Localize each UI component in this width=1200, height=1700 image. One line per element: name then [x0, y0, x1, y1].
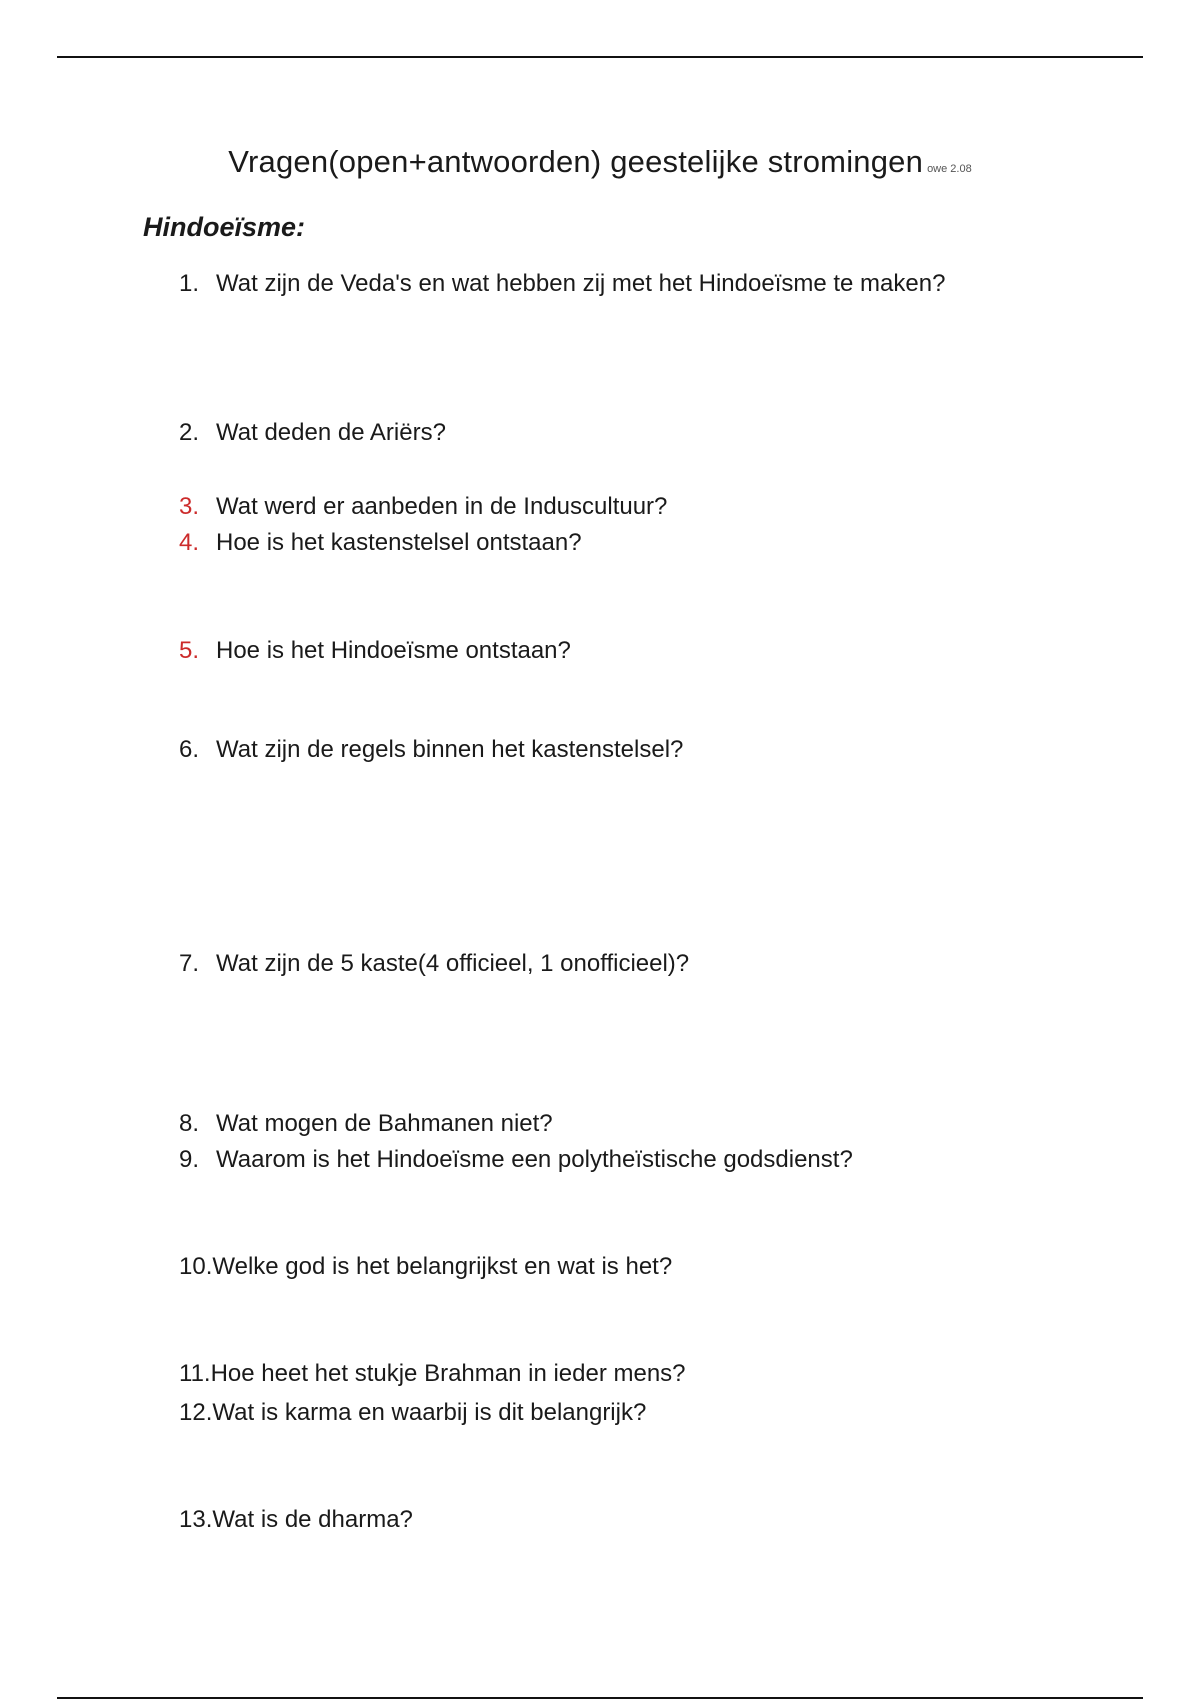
- question-number: 9.: [179, 1146, 200, 1173]
- document-title: [0, 144, 1200, 180]
- question-number: 7.: [179, 950, 200, 977]
- question-10: [179, 1252, 672, 1282]
- question-text: Wat deden de Ariërs?: [216, 419, 446, 446]
- bottom-rule: [57, 1697, 1143, 1699]
- title-tag: owe 2.08: [927, 163, 972, 175]
- question-text: Wat zijn de Veda's en wat hebben zij met het Hindoeïsme te maken?: [216, 270, 946, 297]
- question-text: Hoe heet het stukje Brahman in ieder mens?: [210, 1360, 686, 1387]
- question-text: Wat zijn de 5 kaste(4 officieel, 1 onofficieel)?: [216, 950, 690, 977]
- title-text: Vragen(open+antwoorden) geestelijke stromingen: [228, 144, 924, 179]
- question-text: Welke god is het belangrijkst en wat is het?: [212, 1253, 673, 1280]
- question-text: Wat werd er aanbeden in de Induscultuur?: [216, 493, 668, 520]
- question-number: 2.: [179, 419, 200, 446]
- question-13: [179, 1505, 413, 1535]
- question-text: Hoe is het Hindoeïsme ontstaan?: [216, 637, 571, 664]
- question-number: 13.: [179, 1506, 213, 1533]
- question-text: Wat is karma en waarbij is dit belangrijk?: [212, 1399, 647, 1426]
- question-number: 12.: [179, 1399, 213, 1426]
- question-text: Wat mogen de Bahmanen niet?: [216, 1110, 553, 1137]
- question-text: Wat zijn de regels binnen het kastenstelsel?: [216, 736, 684, 763]
- question-text: Waarom is het Hindoeïsme een polytheïstische godsdienst?: [216, 1146, 853, 1173]
- question-9: [179, 1145, 853, 1175]
- question-number: 8.: [179, 1110, 200, 1137]
- question-text: Hoe is het kastenstelsel ontstaan?: [216, 529, 582, 556]
- question-8: [179, 1109, 553, 1139]
- question-number: 10.: [179, 1253, 213, 1280]
- question-1: [179, 269, 945, 299]
- question-number: 11.: [179, 1360, 211, 1387]
- question-number: 5.: [179, 637, 200, 664]
- question-6: [179, 735, 683, 765]
- question-number: 1.: [179, 270, 200, 297]
- top-rule: [57, 56, 1143, 58]
- question-4: [179, 528, 582, 558]
- question-12: [179, 1398, 646, 1428]
- question-7: [179, 949, 689, 979]
- question-number: 6.: [179, 736, 200, 763]
- section-heading: Hindoeïsme:: [143, 212, 306, 242]
- question-number: 3.: [179, 493, 200, 520]
- question-3: [179, 492, 667, 522]
- question-11: [179, 1359, 686, 1389]
- question-number: 4.: [179, 529, 200, 556]
- question-text: Wat is de dharma?: [212, 1506, 413, 1533]
- question-5: [179, 636, 571, 666]
- question-2: [179, 418, 446, 448]
